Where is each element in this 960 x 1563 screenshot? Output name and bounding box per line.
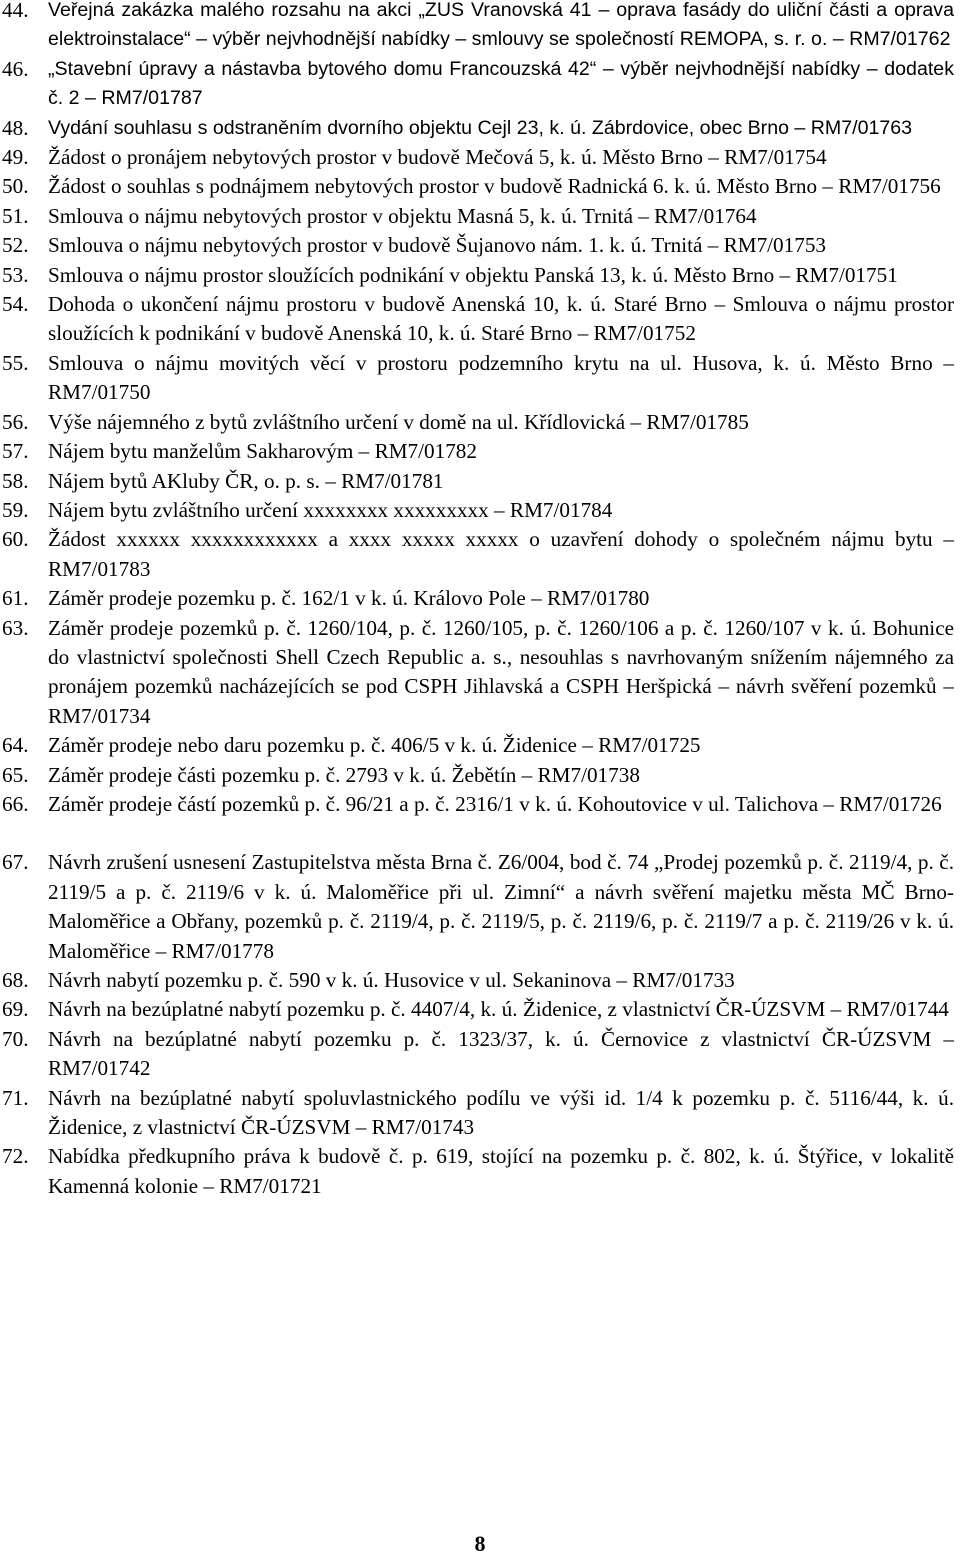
list-item [0, 1084, 960, 1143]
list-item [0, 525, 960, 584]
list-item [0, 437, 960, 466]
item-number: 66. [2, 791, 29, 816]
item-number: 48. [2, 115, 29, 140]
section-gap [0, 819, 960, 848]
list-item [0, 349, 960, 408]
item-text: Návrh na bezúplatné nabytí spoluvlastnického podílu ve výši id. 1/4 k pozemku p. č. 5116/44, k. ú. Židenice, z vlastnictví ČR-ÚZSVM – RM7/01743 [48, 1085, 954, 1140]
list-item [0, 848, 960, 966]
list-item [0, 408, 960, 437]
item-number: 52. [2, 233, 29, 258]
list-item [0, 261, 960, 290]
item-text: Nájem bytu zvláštního určení xxxxxxxx xxxxxxxxx – RM7/01784 [48, 497, 613, 522]
list-item [0, 731, 960, 760]
item-text: Návrh zrušení usnesení Zastupitelstva města Brna č. Z6/004, bod č. 74 „Prodej pozemků p. č. 2119/4, p. č. 2119/5 a p. č. 2119/6 v k. ú. Maloměřice při ul. Zimní“ a návrh svěření majetku města MČ Brno-Maloměřice a Obřany, pozemků p. č. 2119/4, p. č. 2119/5, p. č. 2119/6, p. č. 2119/7 a p. č. 2119/26 v k. ú. Maloměřice – RM7/01778 [48, 850, 954, 963]
item-text: Záměr prodeje pozemků p. č. 1260/104, p. č. 1260/105, p. č. 1260/106 a p. č. 1260/107 v k. ú. Bohunice do vlastnictví společnosti Shell Czech Republic a. s., nesouhlas s navrhovaným snížením nájemného za pronájem pozemků nacházejících se pod CSPH Jihlavská a CSPH Heršpická – návrh svěření pozemků – RM7/01734 [48, 615, 954, 728]
page-number: 8 [474, 1531, 486, 1556]
item-number: 46. [2, 56, 29, 81]
item-text: Žádost xxxxxx xxxxxxxxxxxx a xxxx xxxxx xxxxx o uzavření dohody o společném nájmu bytu – RM7/01783 [48, 527, 954, 581]
list-item [0, 467, 960, 496]
item-number: 72. [2, 1144, 29, 1169]
item-text: Záměr prodeje pozemku p. č. 162/1 v k. ú. Královo Pole – RM7/01780 [48, 586, 650, 611]
item-text: Návrh na bezúplatné nabytí pozemku p. č. 1323/37, k. ú. Černovice z vlastnictví ČR-ÚZSVM – RM7/01742 [48, 1026, 954, 1081]
item-number: 67. [2, 850, 29, 875]
item-text: Dohoda o ukončení nájmu prostoru v budově Anenská 10, k. ú. Staré Brno – Smlouva o nájmu prostor sloužících k podnikání v budově Anenská 10, k. ú. Staré Brno – RM7/01752 [48, 292, 954, 346]
item-number: 64. [2, 733, 29, 758]
item-text: Žádost o souhlas s podnájmem nebytových prostor v budově Radnická 6. k. ú. Město Brno – RM7/01756 [48, 174, 941, 199]
item-number: 60. [2, 527, 29, 552]
agenda-list-continued [0, 848, 960, 1201]
item-text: Žádost o pronájem nebytových prostor v budově Mečová 5, k. ú. Město Brno – RM7/01754 [48, 145, 827, 170]
list-item [0, 55, 960, 114]
item-text: Výše nájemného z bytů zvláštního určení v domě na ul. Křídlovická – RM7/01785 [48, 409, 749, 434]
item-number: 50. [2, 174, 29, 199]
item-number: 70. [2, 1026, 29, 1051]
item-number: 44. [2, 0, 29, 22]
item-text: Nabídka předkupního práva k budově č. p. 619, stojící na pozemku p. č. 802, k. ú. Štýřice, v lokalitě Kamenná kolonie – RM7/01721 [48, 1144, 954, 1198]
item-text: Návrh na bezúplatné nabytí pozemku p. č. 4407/4, k. ú. Židenice, z vlastnictví ČR-ÚZSVM – RM7/01744 [48, 997, 949, 1022]
list-item [0, 231, 960, 260]
item-text: Nájem bytů AKluby ČR, o. p. s. – RM7/01781 [48, 468, 444, 493]
item-text: Návrh nabytí pozemku p. č. 590 v k. ú. Husovice v ul. Sekaninova – RM7/01733 [48, 968, 735, 992]
item-number: 68. [2, 968, 29, 992]
list-item [0, 496, 960, 525]
item-number: 69. [2, 997, 29, 1022]
list-item [0, 114, 960, 143]
list-item [0, 1142, 960, 1201]
list-item [0, 0, 960, 55]
item-text: Záměr prodeje částí pozemků p. č. 96/21 a p. č. 2316/1 v k. ú. Kohoutovice v ul. Talichova – RM7/01726 [48, 791, 942, 816]
item-number: 58. [2, 468, 29, 493]
item-text: Smlouva o nájmu nebytových prostor v objektu Masná 5, k. ú. Trnitá – RM7/01764 [48, 203, 757, 228]
item-number: 49. [2, 145, 29, 170]
item-number: 59. [2, 497, 29, 522]
item-number: 61. [2, 586, 29, 611]
item-text: Smlouva o nájmu prostor sloužících podnikání v objektu Panská 13, k. ú. Město Brno – RM7/01751 [48, 262, 898, 287]
item-text: „Stavební úpravy a nástavba bytového domu Francouzská 42“ – výběr nejvhodnější nabídky – dodatek č. 2 – RM7/01787 [48, 57, 954, 110]
item-number: 57. [2, 439, 29, 464]
item-number: 54. [2, 292, 29, 317]
item-text: Nájem bytu manželům Sakharovým – RM7/01782 [48, 439, 477, 464]
list-item [0, 966, 960, 995]
item-text: Záměr prodeje nebo daru pozemku p. č. 406/5 v k. ú. Židenice – RM7/01725 [48, 733, 701, 758]
item-number: 63. [2, 615, 29, 640]
list-item [0, 1025, 960, 1084]
item-text: Záměr prodeje části pozemku p. č. 2793 v k. ú. Žebětín – RM7/01738 [48, 762, 640, 787]
list-item [0, 172, 960, 201]
item-text: Smlouva o nájmu movitých věcí v prostoru podzemního krytu na ul. Husova, k. ú. Město Brno – RM7/01750 [48, 350, 954, 405]
list-item [0, 790, 960, 819]
list-item [0, 761, 960, 790]
item-number: 56. [2, 409, 29, 434]
item-number: 71. [2, 1085, 29, 1110]
list-item [0, 143, 960, 172]
item-text: Vydání souhlasu s odstraněním dvorního objektu Cejl 23, k. ú. Zábrdovice, obec Brno – RM7/01763 [48, 116, 913, 139]
list-item [0, 202, 960, 231]
item-text: Smlouva o nájmu nebytových prostor v budově Šujanovo nám. 1. k. ú. Trnitá – RM7/01753 [48, 233, 827, 258]
item-number: 53. [2, 262, 29, 287]
list-item [0, 290, 960, 349]
item-number: 51. [2, 203, 29, 228]
list-item [0, 584, 960, 613]
list-item [0, 995, 960, 1024]
item-text: Veřejná zakázka malého rozsahu na akci „ZUS Vranovská 41 – oprava fasády do uliční části a oprava elektroinstalace“ – výběr nejvhodnější nabídky – smlouvy se společností REMOPA, s. r. o. – RM7/01762 [48, 0, 954, 51]
list-item [0, 614, 960, 732]
item-number: 55. [2, 350, 29, 375]
item-number: 65. [2, 762, 29, 787]
